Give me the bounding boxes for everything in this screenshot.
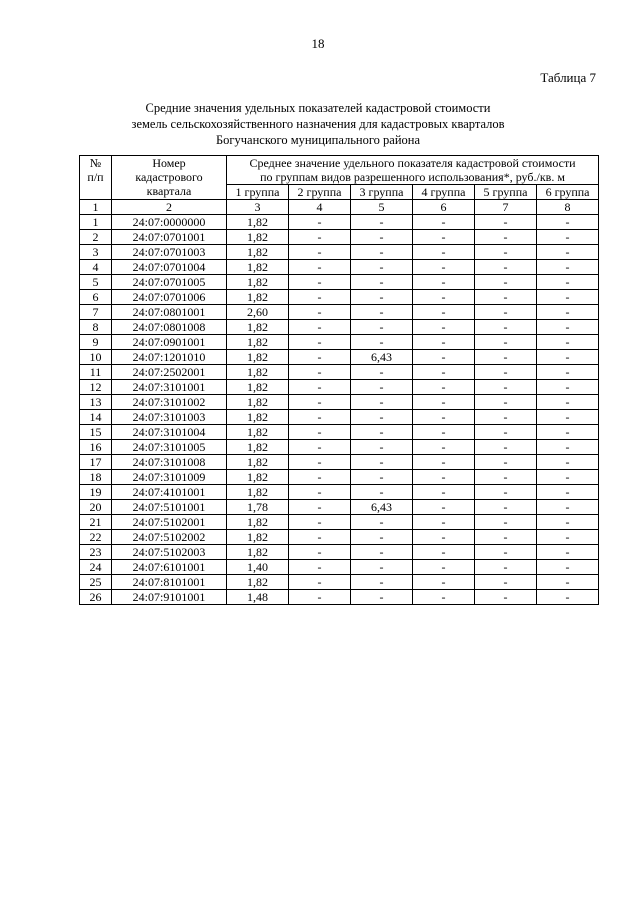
group-2-cell: - xyxy=(289,230,351,245)
group-4-cell: - xyxy=(413,320,475,335)
row-number-cell: 6 xyxy=(80,290,112,305)
group-2-cell: - xyxy=(289,305,351,320)
column-number: 5 xyxy=(351,200,413,215)
column-number: 6 xyxy=(413,200,475,215)
group-2-cell: - xyxy=(289,440,351,455)
group-3-cell: - xyxy=(351,425,413,440)
group-1-cell: 1,82 xyxy=(227,365,289,380)
group-3-cell: - xyxy=(351,410,413,425)
group-1-cell: 1,78 xyxy=(227,500,289,515)
cadastral-number-cell: 24:07:0701004 xyxy=(112,260,227,275)
group-2-cell: - xyxy=(289,350,351,365)
group-4-cell: - xyxy=(413,290,475,305)
group-2-cell: - xyxy=(289,545,351,560)
column-number: 4 xyxy=(289,200,351,215)
table-row xyxy=(80,230,599,245)
group-2-cell: - xyxy=(289,260,351,275)
row-number-cell: 1 xyxy=(80,215,112,230)
header-text: квартала xyxy=(146,184,192,198)
group-5-cell: - xyxy=(475,350,537,365)
cadastral-number-cell: 24:07:4101001 xyxy=(112,485,227,500)
cadastral-number-cell: 24:07:0701001 xyxy=(112,230,227,245)
group-4-cell: - xyxy=(413,230,475,245)
group-6-cell: - xyxy=(537,275,599,290)
group-5-cell: - xyxy=(475,305,537,320)
table-row xyxy=(80,590,599,605)
header-group-2: 2 группа xyxy=(289,185,351,200)
group-5-cell: - xyxy=(475,575,537,590)
group-6-cell: - xyxy=(537,440,599,455)
group-5-cell: - xyxy=(475,455,537,470)
group-2-cell: - xyxy=(289,425,351,440)
group-1-cell: 1,82 xyxy=(227,335,289,350)
cadastral-number-cell: 24:07:6101001 xyxy=(112,560,227,575)
row-number-cell: 26 xyxy=(80,590,112,605)
row-number-cell: 14 xyxy=(80,410,112,425)
group-2-cell: - xyxy=(289,395,351,410)
group-3-cell: - xyxy=(351,530,413,545)
row-number-cell: 16 xyxy=(80,440,112,455)
cadastral-number-cell: 24:07:3101005 xyxy=(112,440,227,455)
group-3-cell: - xyxy=(351,275,413,290)
column-number: 2 xyxy=(112,200,227,215)
group-2-cell: - xyxy=(289,470,351,485)
group-1-cell: 1,82 xyxy=(227,230,289,245)
row-number-cell: 9 xyxy=(80,335,112,350)
cadastral-number-cell: 24:07:0801001 xyxy=(112,305,227,320)
table-row xyxy=(80,485,599,500)
group-6-cell: - xyxy=(537,410,599,425)
cadastral-number-cell: 24:07:3101008 xyxy=(112,455,227,470)
row-number-cell: 4 xyxy=(80,260,112,275)
cadastral-number-cell: 24:07:1201010 xyxy=(112,350,227,365)
group-5-cell: - xyxy=(475,500,537,515)
group-6-cell: - xyxy=(537,530,599,545)
group-1-cell: 1,82 xyxy=(227,425,289,440)
group-5-cell: - xyxy=(475,410,537,425)
header-group-1: 1 группа xyxy=(227,185,289,200)
header-group-4: 4 группа xyxy=(413,185,475,200)
row-number-cell: 5 xyxy=(80,275,112,290)
group-4-cell: - xyxy=(413,395,475,410)
row-number-cell: 18 xyxy=(80,470,112,485)
group-1-cell: 1,82 xyxy=(227,410,289,425)
group-5-cell: - xyxy=(475,290,537,305)
group-5-cell: - xyxy=(475,485,537,500)
group-3-cell: - xyxy=(351,470,413,485)
group-6-cell: - xyxy=(537,590,599,605)
group-3-cell: - xyxy=(351,560,413,575)
header-text: Среднее значение удельного показателя кадастровой стоимости xyxy=(249,156,576,170)
group-6-cell: - xyxy=(537,320,599,335)
cadastral-number-cell: 24:07:0701005 xyxy=(112,275,227,290)
group-3-cell: - xyxy=(351,320,413,335)
group-5-cell: - xyxy=(475,440,537,455)
header-average-value-cont xyxy=(227,170,599,185)
group-1-cell: 1,82 xyxy=(227,395,289,410)
group-6-cell: - xyxy=(537,425,599,440)
table-row xyxy=(80,365,599,380)
group-6-cell: - xyxy=(537,545,599,560)
header-text: Номер xyxy=(152,156,186,170)
group-3-cell: - xyxy=(351,395,413,410)
group-6-cell: - xyxy=(537,515,599,530)
table-row xyxy=(80,215,599,230)
group-2-cell: - xyxy=(289,245,351,260)
group-1-cell: 1,82 xyxy=(227,215,289,230)
group-1-cell: 1,82 xyxy=(227,485,289,500)
group-1-cell: 1,82 xyxy=(227,545,289,560)
table-row xyxy=(80,410,599,425)
group-6-cell: - xyxy=(537,380,599,395)
group-4-cell: - xyxy=(413,245,475,260)
group-6-cell: - xyxy=(537,335,599,350)
group-4-cell: - xyxy=(413,365,475,380)
group-3-cell: - xyxy=(351,305,413,320)
group-6-cell: - xyxy=(537,365,599,380)
group-4-cell: - xyxy=(413,440,475,455)
caption-line: Средние значения удельных показателей кадастровой стоимости xyxy=(145,101,491,115)
header-text: кадастрового xyxy=(135,170,203,184)
group-2-cell: - xyxy=(289,485,351,500)
group-3-cell: 6,43 xyxy=(351,350,413,365)
table-body xyxy=(80,215,599,605)
table-row xyxy=(80,560,599,575)
group-4-cell: - xyxy=(413,500,475,515)
group-2-cell: - xyxy=(289,500,351,515)
table-row xyxy=(80,470,599,485)
page-number: 18 xyxy=(311,36,325,51)
group-2-cell: - xyxy=(289,215,351,230)
group-3-cell: - xyxy=(351,485,413,500)
row-number-cell: 23 xyxy=(80,545,112,560)
group-1-cell: 1,48 xyxy=(227,590,289,605)
group-6-cell: - xyxy=(537,560,599,575)
group-1-cell: 1,82 xyxy=(227,245,289,260)
group-2-cell: - xyxy=(289,320,351,335)
column-number: 1 xyxy=(80,200,112,215)
group-3-cell: - xyxy=(351,440,413,455)
group-2-cell: - xyxy=(289,530,351,545)
group-6-cell: - xyxy=(537,350,599,365)
group-4-cell: - xyxy=(413,350,475,365)
group-6-cell: - xyxy=(537,470,599,485)
group-6-cell: - xyxy=(537,500,599,515)
group-4-cell: - xyxy=(413,590,475,605)
cadastral-number-cell: 24:07:0801008 xyxy=(112,320,227,335)
group-4-cell: - xyxy=(413,410,475,425)
header-average-value xyxy=(227,156,599,171)
caption-line: Богучанского муниципального района xyxy=(215,133,421,147)
group-3-cell: - xyxy=(351,335,413,350)
group-4-cell: - xyxy=(413,260,475,275)
header-text: п/п xyxy=(87,170,104,184)
table-row xyxy=(80,275,599,290)
group-1-cell: 1,82 xyxy=(227,455,289,470)
group-5-cell: - xyxy=(475,260,537,275)
table-row xyxy=(80,320,599,335)
group-2-cell: - xyxy=(289,365,351,380)
group-3-cell: - xyxy=(351,590,413,605)
table-row xyxy=(80,545,599,560)
group-5-cell: - xyxy=(475,365,537,380)
table-row xyxy=(80,245,599,260)
group-1-cell: 1,82 xyxy=(227,290,289,305)
group-4-cell: - xyxy=(413,560,475,575)
group-6-cell: - xyxy=(537,485,599,500)
cadastral-number-cell: 24:07:0901001 xyxy=(112,335,227,350)
row-number-cell: 25 xyxy=(80,575,112,590)
cadastral-number-cell: 24:07:2502001 xyxy=(112,365,227,380)
group-5-cell: - xyxy=(475,530,537,545)
group-5-cell: - xyxy=(475,230,537,245)
header-group-3: 3 группа xyxy=(351,185,413,200)
cadastral-number-cell: 24:07:8101001 xyxy=(112,575,227,590)
group-2-cell: - xyxy=(289,560,351,575)
cadastral-number-cell: 24:07:3101002 xyxy=(112,395,227,410)
group-3-cell: - xyxy=(351,245,413,260)
group-5-cell: - xyxy=(475,320,537,335)
group-6-cell: - xyxy=(537,290,599,305)
group-1-cell: 1,82 xyxy=(227,575,289,590)
group-4-cell: - xyxy=(413,215,475,230)
column-number: 7 xyxy=(475,200,537,215)
cadastral-number-cell: 24:07:0701006 xyxy=(112,290,227,305)
caption-line: земель сельскохозяйственного назначения для кадастровых кварталов xyxy=(131,117,505,131)
row-number-cell: 17 xyxy=(80,455,112,470)
group-2-cell: - xyxy=(289,275,351,290)
group-6-cell: - xyxy=(537,395,599,410)
group-1-cell: 2,60 xyxy=(227,305,289,320)
header-row-number xyxy=(80,156,112,200)
group-3-cell: - xyxy=(351,380,413,395)
group-6-cell: - xyxy=(537,455,599,470)
group-3-cell: - xyxy=(351,545,413,560)
table-row xyxy=(80,500,599,515)
group-3-cell: - xyxy=(351,575,413,590)
group-6-cell: - xyxy=(537,260,599,275)
table-row xyxy=(80,350,599,365)
group-5-cell: - xyxy=(475,395,537,410)
row-number-cell: 19 xyxy=(80,485,112,500)
table-row xyxy=(80,335,599,350)
cadastral-number-cell: 24:07:3101003 xyxy=(112,410,227,425)
group-4-cell: - xyxy=(413,425,475,440)
table-row xyxy=(80,260,599,275)
table-row xyxy=(80,305,599,320)
table-row xyxy=(80,380,599,395)
group-6-cell: - xyxy=(537,575,599,590)
group-2-cell: - xyxy=(289,455,351,470)
group-2-cell: - xyxy=(289,515,351,530)
cadastral-number-cell: 24:07:5102003 xyxy=(112,545,227,560)
table-row xyxy=(80,395,599,410)
group-1-cell: 1,40 xyxy=(227,560,289,575)
group-1-cell: 1,82 xyxy=(227,440,289,455)
group-2-cell: - xyxy=(289,410,351,425)
row-number-cell: 20 xyxy=(80,500,112,515)
group-5-cell: - xyxy=(475,515,537,530)
cadastral-value-table xyxy=(79,155,599,605)
row-number-cell: 21 xyxy=(80,515,112,530)
group-4-cell: - xyxy=(413,530,475,545)
group-4-cell: - xyxy=(413,335,475,350)
table-row xyxy=(80,290,599,305)
column-number: 8 xyxy=(537,200,599,215)
group-1-cell: 1,82 xyxy=(227,275,289,290)
group-3-cell: - xyxy=(351,455,413,470)
row-number-cell: 22 xyxy=(80,530,112,545)
cadastral-number-cell: 24:07:0000000 xyxy=(112,215,227,230)
group-5-cell: - xyxy=(475,380,537,395)
group-4-cell: - xyxy=(413,380,475,395)
group-5-cell: - xyxy=(475,245,537,260)
group-4-cell: - xyxy=(413,545,475,560)
column-number-row xyxy=(80,200,599,215)
cadastral-number-cell: 24:07:5101001 xyxy=(112,500,227,515)
group-1-cell: 1,82 xyxy=(227,470,289,485)
group-3-cell: - xyxy=(351,260,413,275)
row-number-cell: 8 xyxy=(80,320,112,335)
table-row xyxy=(80,530,599,545)
table-row xyxy=(80,425,599,440)
group-1-cell: 1,82 xyxy=(227,260,289,275)
group-5-cell: - xyxy=(475,470,537,485)
group-3-cell: - xyxy=(351,515,413,530)
header-text: № xyxy=(89,156,102,170)
group-1-cell: 1,82 xyxy=(227,350,289,365)
row-number-cell: 15 xyxy=(80,425,112,440)
cadastral-number-cell: 24:07:0701003 xyxy=(112,245,227,260)
cadastral-number-cell: 24:07:9101001 xyxy=(112,590,227,605)
group-1-cell: 1,82 xyxy=(227,320,289,335)
table-label: Таблица 7 xyxy=(540,70,596,85)
cadastral-number-cell: 24:07:3101009 xyxy=(112,470,227,485)
group-2-cell: - xyxy=(289,590,351,605)
row-number-cell: 3 xyxy=(80,245,112,260)
cadastral-number-cell: 24:07:3101001 xyxy=(112,380,227,395)
cadastral-number-cell: 24:07:5102001 xyxy=(112,515,227,530)
header-group-5: 5 группа xyxy=(475,185,537,200)
table-row xyxy=(80,440,599,455)
group-2-cell: - xyxy=(289,575,351,590)
row-number-cell: 7 xyxy=(80,305,112,320)
table-row xyxy=(80,515,599,530)
group-5-cell: - xyxy=(475,425,537,440)
group-4-cell: - xyxy=(413,485,475,500)
header-text: по группам видов разрешенного использования*, руб./кв. м xyxy=(260,170,565,184)
group-2-cell: - xyxy=(289,290,351,305)
table-caption xyxy=(0,100,636,148)
group-3-cell: - xyxy=(351,290,413,305)
group-4-cell: - xyxy=(413,275,475,290)
group-6-cell: - xyxy=(537,245,599,260)
header-cadastral-number xyxy=(112,156,227,200)
group-2-cell: - xyxy=(289,380,351,395)
cadastral-number-cell: 24:07:3101004 xyxy=(112,425,227,440)
row-number-cell: 13 xyxy=(80,395,112,410)
group-2-cell: - xyxy=(289,335,351,350)
group-6-cell: - xyxy=(537,305,599,320)
table-row xyxy=(80,455,599,470)
group-5-cell: - xyxy=(475,590,537,605)
row-number-cell: 24 xyxy=(80,560,112,575)
group-5-cell: - xyxy=(475,545,537,560)
group-5-cell: - xyxy=(475,560,537,575)
group-1-cell: 1,82 xyxy=(227,515,289,530)
header-group-6: 6 группа xyxy=(537,185,599,200)
cadastral-number-cell: 24:07:5102002 xyxy=(112,530,227,545)
column-number: 3 xyxy=(227,200,289,215)
group-3-cell: - xyxy=(351,230,413,245)
row-number-cell: 10 xyxy=(80,350,112,365)
group-4-cell: - xyxy=(413,470,475,485)
group-5-cell: - xyxy=(475,215,537,230)
row-number-cell: 12 xyxy=(80,380,112,395)
group-3-cell: - xyxy=(351,215,413,230)
group-1-cell: 1,82 xyxy=(227,530,289,545)
table-row xyxy=(80,575,599,590)
group-4-cell: - xyxy=(413,575,475,590)
group-6-cell: - xyxy=(537,230,599,245)
group-4-cell: - xyxy=(413,515,475,530)
group-3-cell: 6,43 xyxy=(351,500,413,515)
group-4-cell: - xyxy=(413,305,475,320)
group-6-cell: - xyxy=(537,215,599,230)
group-1-cell: 1,82 xyxy=(227,380,289,395)
group-5-cell: - xyxy=(475,275,537,290)
row-number-cell: 2 xyxy=(80,230,112,245)
row-number-cell: 11 xyxy=(80,365,112,380)
group-3-cell: - xyxy=(351,365,413,380)
group-5-cell: - xyxy=(475,335,537,350)
group-4-cell: - xyxy=(413,455,475,470)
